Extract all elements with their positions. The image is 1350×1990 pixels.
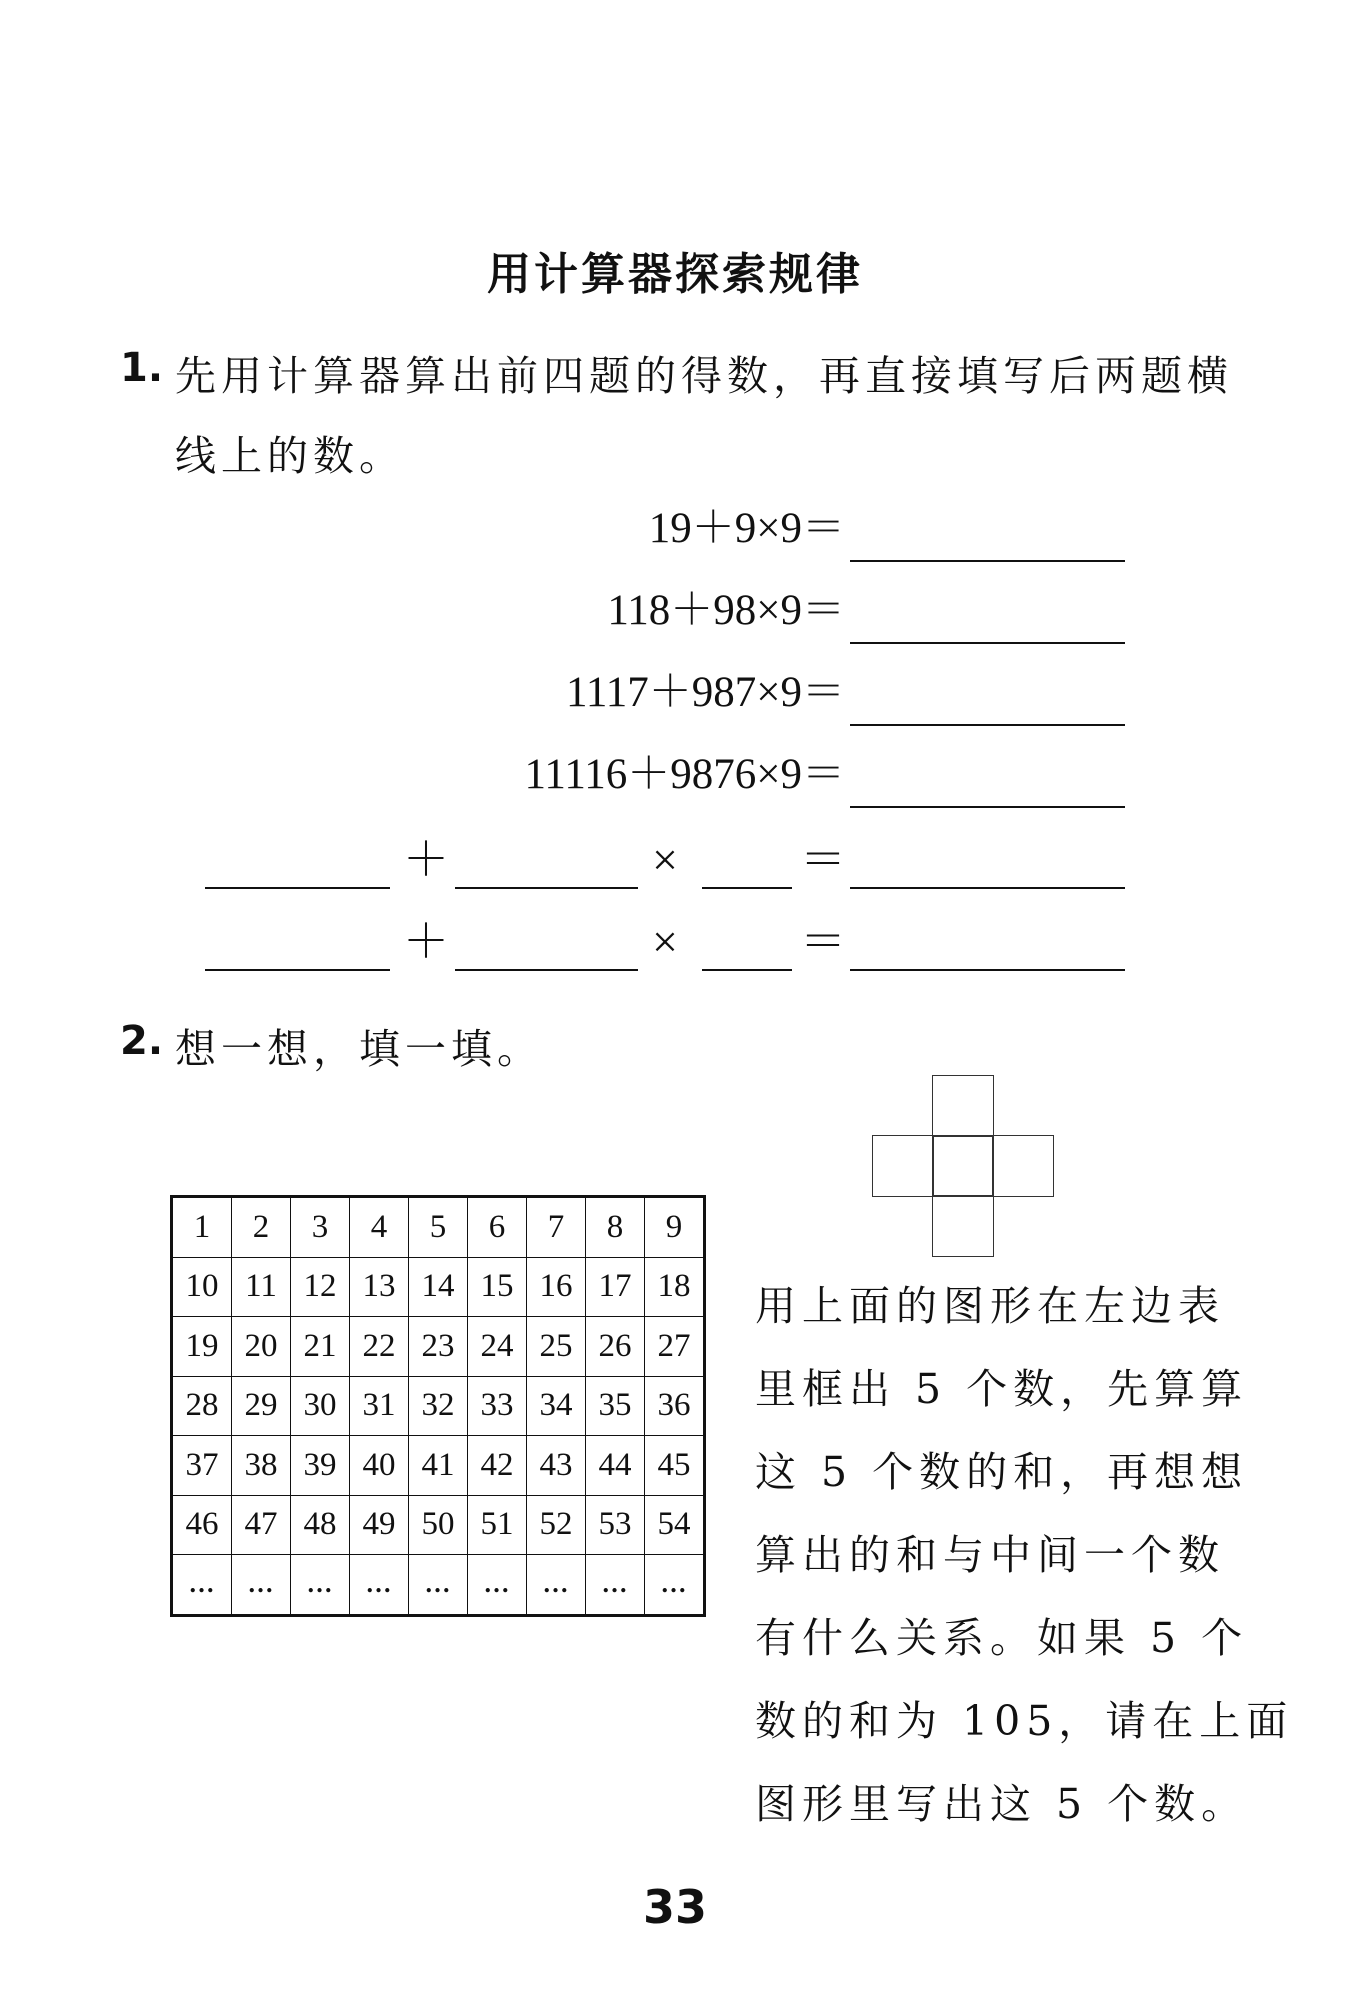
cross-cell-top[interactable] [932, 1075, 994, 1137]
blank-row-2-multiplier[interactable] [702, 969, 792, 971]
grid-row [172, 1495, 705, 1555]
equation-3: 1117＋987×9＝ [565, 669, 845, 716]
grid-cell[interactable]: 32 [409, 1376, 468, 1436]
grid-cell[interactable]: 48 [291, 1495, 350, 1555]
blank-row-2-addend-2[interactable] [455, 969, 638, 971]
answer-blank-2[interactable] [850, 642, 1125, 644]
blank-row-2-addend-1[interactable] [205, 969, 390, 971]
grid-cell[interactable]: 39 [291, 1436, 350, 1496]
blank-row-1-addend-2[interactable] [455, 887, 638, 889]
number-grid [170, 1195, 706, 1617]
grid-cell[interactable]: 17 [586, 1257, 645, 1317]
grid-cell[interactable]: 5 [409, 1197, 468, 1258]
grid-cell[interactable]: 34 [527, 1376, 586, 1436]
grid-cell[interactable]: 6 [468, 1197, 527, 1258]
paragraph-line: 有什么关系。如果 5 个 [755, 1614, 1249, 1662]
grid-cell[interactable]: 25 [527, 1317, 586, 1377]
plus-sign: ＋ [403, 916, 449, 967]
grid-cell[interactable]: 23 [409, 1317, 468, 1377]
plus-sign: ＋ [403, 834, 449, 885]
grid-cell[interactable]: 52 [527, 1495, 586, 1555]
grid-cell[interactable]: 45 [645, 1436, 705, 1496]
blank-row-1-result[interactable] [850, 887, 1125, 889]
grid-cell[interactable]: 40 [350, 1436, 409, 1496]
grid-cell[interactable]: 15 [468, 1257, 527, 1317]
grid-cell[interactable]: 8 [586, 1197, 645, 1258]
answer-blank-1[interactable] [850, 560, 1125, 562]
grid-cell[interactable]: 26 [586, 1317, 645, 1377]
grid-cell[interactable]: 38 [232, 1436, 291, 1496]
grid-cell[interactable]: 50 [409, 1495, 468, 1555]
grid-cell[interactable]: 30 [291, 1376, 350, 1436]
paragraph-line: 算出的和与中间一个数 [755, 1531, 1225, 1579]
cross-cell-left[interactable] [872, 1135, 934, 1197]
grid-cell[interactable]: 36 [645, 1376, 705, 1436]
grid-cell[interactable]: 13 [350, 1257, 409, 1317]
cross-cell-center[interactable] [932, 1135, 994, 1197]
grid-cell[interactable]: … [468, 1555, 527, 1616]
page-number: 33 [642, 1880, 707, 1934]
question-1-text-line-2: 线上的数。 [175, 432, 405, 480]
grid-cell[interactable]: 7 [527, 1197, 586, 1258]
grid-cell[interactable]: 47 [232, 1495, 291, 1555]
paragraph-line: 里框出 5 个数，先算算 [755, 1365, 1249, 1413]
grid-row [172, 1436, 705, 1496]
grid-cell[interactable]: … [645, 1555, 705, 1616]
cross-cell-bottom[interactable] [932, 1195, 994, 1257]
grid-cell[interactable]: 49 [350, 1495, 409, 1555]
grid-cell[interactable]: 42 [468, 1436, 527, 1496]
grid-row [172, 1197, 705, 1258]
grid-cell[interactable]: 54 [645, 1495, 705, 1555]
grid-cell[interactable]: 35 [586, 1376, 645, 1436]
times-sign: × [652, 916, 678, 967]
grid-cell[interactable]: 1 [172, 1197, 232, 1258]
grid-cell[interactable]: 12 [291, 1257, 350, 1317]
grid-cell[interactable]: 27 [645, 1317, 705, 1377]
grid-cell[interactable]: 28 [172, 1376, 232, 1436]
grid-cell[interactable]: 2 [232, 1197, 291, 1258]
grid-cell[interactable]: … [350, 1555, 409, 1616]
equals-sign: ＝ [800, 916, 846, 967]
question-2-number: 2. [120, 1018, 164, 1064]
grid-cell[interactable]: 18 [645, 1257, 705, 1317]
grid-cell[interactable]: 43 [527, 1436, 586, 1496]
question-2-text: 想一想，填一填。 [175, 1025, 543, 1073]
grid-cell[interactable]: 20 [232, 1317, 291, 1377]
grid-row [172, 1257, 705, 1317]
grid-row [172, 1317, 705, 1377]
grid-cell[interactable]: 29 [232, 1376, 291, 1436]
grid-cell[interactable]: … [172, 1555, 232, 1616]
grid-cell[interactable]: 22 [350, 1317, 409, 1377]
grid-cell[interactable]: … [409, 1555, 468, 1616]
paragraph-line: 数的和为 105，请在上面 [755, 1697, 1294, 1745]
paragraph-line: 图形里写出这 5 个数。 [755, 1780, 1249, 1828]
paragraph-line: 用上面的图形在左边表 [755, 1282, 1225, 1330]
grid-cell[interactable]: 24 [468, 1317, 527, 1377]
grid-cell[interactable]: 19 [172, 1317, 232, 1377]
grid-cell[interactable]: 11 [232, 1257, 291, 1317]
grid-cell[interactable]: 33 [468, 1376, 527, 1436]
grid-cell[interactable]: 37 [172, 1436, 232, 1496]
grid-cell[interactable]: … [232, 1555, 291, 1616]
grid-cell[interactable]: 46 [172, 1495, 232, 1555]
grid-row [172, 1376, 705, 1436]
page-title: 用计算器探索规律 [487, 249, 863, 300]
grid-cell[interactable]: 44 [586, 1436, 645, 1496]
times-sign: × [652, 834, 678, 885]
grid-cell[interactable]: 31 [350, 1376, 409, 1436]
grid-row [172, 1555, 705, 1616]
grid-cell[interactable]: 16 [527, 1257, 586, 1317]
cross-cell-right[interactable] [992, 1135, 1054, 1197]
grid-cell[interactable]: 3 [291, 1197, 350, 1258]
grid-cell[interactable]: 51 [468, 1495, 527, 1555]
question-1-number: 1. [120, 345, 164, 391]
equation-1: 19＋9×9＝ [648, 505, 845, 552]
grid-cell[interactable]: 14 [409, 1257, 468, 1317]
blank-row-1-addend-1[interactable] [205, 887, 390, 889]
equation-2: 118＋98×9＝ [607, 587, 845, 634]
equation-4: 11116＋9876×9＝ [524, 751, 845, 798]
grid-cell[interactable]: … [586, 1555, 645, 1616]
blank-row-2-result[interactable] [850, 969, 1125, 971]
grid-cell[interactable]: 4 [350, 1197, 409, 1258]
instruction-paragraph [755, 1265, 1294, 1846]
grid-cell[interactable]: 9 [645, 1197, 705, 1258]
grid-cell[interactable]: 53 [586, 1495, 645, 1555]
equals-sign: ＝ [800, 834, 846, 885]
answer-blank-3[interactable] [850, 724, 1125, 726]
question-1-text-line-1: 先用计算器算出前四题的得数，再直接填写后两题横 [175, 352, 1233, 400]
grid-cell[interactable]: … [291, 1555, 350, 1616]
paragraph-line: 这 5 个数的和，再想想 [755, 1448, 1249, 1496]
grid-cell[interactable]: 21 [291, 1317, 350, 1377]
grid-cell[interactable]: 10 [172, 1257, 232, 1317]
blank-row-1-multiplier[interactable] [702, 887, 792, 889]
grid-cell[interactable]: 41 [409, 1436, 468, 1496]
grid-cell[interactable]: … [527, 1555, 586, 1616]
answer-blank-4[interactable] [850, 806, 1125, 808]
